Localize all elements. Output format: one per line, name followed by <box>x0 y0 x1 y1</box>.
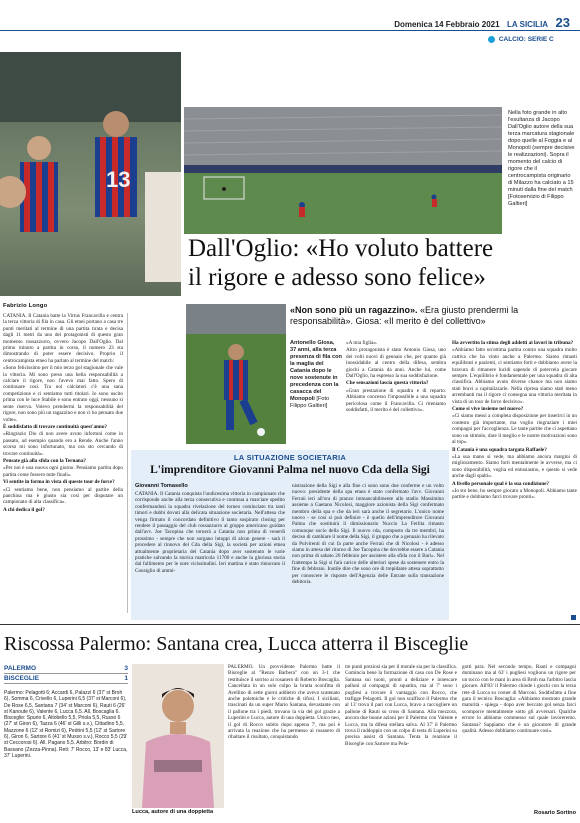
caption-credit: [Fotoservizio di Filippo Galtieri] <box>508 194 564 207</box>
col1-question-3: Vi sentite in forma in vista di queste tour de force? <box>3 479 115 486</box>
article-column-3 <box>346 340 446 446</box>
article-end-mark-icon <box>571 615 576 620</box>
main-byline: Fabrizio Longo <box>3 303 48 309</box>
secondary-column-2: tre punti preziosi sia per il morale sia per la classifica. Comincia bene la formazione di casa con De Rose e Santana sui tuoni, pronti a deliziare e innescare palloni al compagni di squadra, ma al 7' sono i pugliesi a trovare il vantaggio con Rocco, che trafigge Pelagotti. Il gol non scalfisce il Palermo che al 13' trova il pari con Lucca, bravo a raccogliere un pallone di Rauti su cross di Santana. Alla mezzora, ancora due buone azioni per il Palermo con Valente e Lucca, ma la difesa stellata salva. Al 37' il Palermo trova il raddoppio con un colpo di testa di Luperini su precisa assist di Santana. Tenta la reazione il Bisceglie con Sartore ma Pela- <box>345 664 457 747</box>
sidebar-column-2: nistrazione della Sigi e alla fine ci sono sono due conferme e un volto nuovo: presidente della spa etnea è stato confermato l'avv. Giovanni Ferraù ieri all'ora di pranzo immancabilmente allo stadio Massimino assieme a Gaetano Nicolosi, maggiore azionista della Sigi confermato membro della spa e che da ieri sarà anche il segretario. L'unico nome nuovo - se così si può definire - è quello dell'imprenditore Giovanni Palma che sostituirà il dimissionario Nuccio La Ferlita rimasto comunque socio della Sigi. Il nuovo cda, composto da tre membri, ha deciso di cambiare il nome della Sigi, il gruppo che a gennaio ha rilevato da Pulvirenti di cui fa parte anche Ferraù che di Nicolosi - è adesso siamo in attesa del ritorno di Joe Tacopina che dovrebbe essere a Catania non prima di sabato 20 febbraio per assistere alla sfida con il Bari». Nel frattempo la Sigi si farà carico delle ulteriori spese da sostenere entro la fine di febbraio. Inutile dire che sono ore di trepidante attesa soprattutto per conoscere le risposte dell'Agenzia delle Entrate sulla transazione debitoria. <box>292 483 444 586</box>
header-page-number: 23 <box>555 15 570 30</box>
giosa-photo <box>186 304 286 444</box>
lucca-photo-caption: Lucca, autore di una doppietta <box>132 809 214 815</box>
col3-p3: «Gran prestazione di squadra e di reparto. Abbiamo concesso l'impossibile a una squadra pericolosa come il Francavilla. Ci riteniamo soddisfatti, il merito è del collettivo». <box>346 387 446 414</box>
away-team: BISCEGLIE <box>4 675 40 682</box>
society-sidebar <box>131 450 449 620</box>
col4-question-3: Il Catania è una squadra targata Raffaele? <box>452 446 547 453</box>
giosa-caption-credit: [Foto Filippo Galtieri] <box>290 396 330 409</box>
article-column-4 <box>452 340 577 618</box>
col1-question-1: È soddisfatto di trovare continuità quest'anno? <box>3 423 108 430</box>
header-paper: LA SICILIA <box>507 20 549 29</box>
col1-p1: CATANIA. Il Catania batte la Virtus Francavilla e centra la terza vittoria di fila in casa. Gli etnei portano a casa tre punti meritati al termine di una partita tirata e decisa dagli 11 metri da uno dei protagonisti di questo gran momento rossazzurro, ovvero Jacopo Dall'Oglio. Dal primo minuto a partita in corso, il numero 23 sta dimostrando di poter essere decisivo. Proprio il centrocampista etneo ha parlato al termine del match: <box>3 313 123 364</box>
score-row-home <box>4 664 128 674</box>
section-label <box>488 36 578 48</box>
main-headline <box>188 234 576 298</box>
pull-quote <box>290 305 578 335</box>
secondary-column-3: gotti para. Nel secondo tempo, Rauti e compagni dominano ma al 63' i pugliesi vogliono un rigore per un tocco con le mani in area di Broh ma l'arbitro lascia giocare. All'83' il Palermo chiude i giochi con la terza rete di Lucca su corner di Marconi. Soddisfatto a fine gara il tecnico Boscaglia: «Abbiamo mostrato grande maturità - spiega - dopo aver beccato gol senza farci scomporre mentalmente sotto gli avversari. Qualche errore lo abbiamo commesso sul quale lavoreremo. Santana? Sappiamo che è un giocatore di grande qualità. Adesso dobbiamo continuare così». <box>462 664 576 735</box>
col1-p3: «Ringrazio Dio di non avere avuto infortuni come in passato, ad esempio quando ero a Rende. Anche l'anno scorso mi sono infortunato, ma ora sto cercando di trovare continuità». <box>3 431 123 457</box>
section-divider <box>0 624 580 625</box>
home-team: PALERMO <box>4 665 37 672</box>
players-illustration <box>0 52 181 296</box>
pull-quote-rest: «Era giusto prendermi la responsabilità». Giosa: «Il merito è del collettivo» <box>290 305 519 326</box>
lucca-photo <box>132 664 224 808</box>
col3-question-1: Che sensazioni lascia questa vittoria? <box>346 380 429 387</box>
col3-p1: «A mia figlia». <box>346 340 378 346</box>
secondary-headline: Riscossa Palermo: Santana crea, Lucca atterra il Bisceglie <box>4 633 469 655</box>
player-celebration-photo <box>0 52 181 296</box>
col1-p4: «Per noi è una nuova ogni giorno. Pensiamo partita dopo partita come fossero tutte finali». <box>3 465 123 478</box>
section-label-text: CALCIO: SERIE C <box>498 36 554 44</box>
top-photo-caption <box>508 110 576 234</box>
header-rule <box>0 30 580 31</box>
col1-p5: «Ci sentiamo bene, non pensiamo al partite della panchina ma è giusto sia così per disputare un campionato di alta classifica». <box>3 486 123 506</box>
caption-text: Nella foto grande in alto l'esultanza di Jacopo Dall'Oglio autore della sua terza marcatura stagionale dopo quelle al Foggia e al Monopoli (sempre decisive le realizzazioni). Sopra il momento del calcio di rigore che il centrocampista originario di Milazzo ha calciato a 15 minuti dalla fine del match <box>508 110 575 193</box>
col4-p2: «Ci siamo messi a completa disposizione per inserirci in un contesto già importante, ma voglio ringraziare i miei compagni per l'accoglienza. Le tante partite che ci aspettano sono un stimolo, dare il meglio e le nostre motivazioni sono al top». <box>452 413 577 446</box>
pull-quote-bold: «Non sono più un ragazzino». <box>290 305 418 315</box>
headline-line-1: Dall'Oglio: «Ho voluto battere <box>188 235 494 262</box>
scoreboard <box>4 664 128 688</box>
giosa-photo-caption <box>290 340 342 444</box>
article-column-1 <box>3 313 123 618</box>
sidebar-title: L'imprenditore Giovanni Palma nel nuovo Cda della Sigi <box>150 464 430 476</box>
secondary-column-1: PALERMO. Un provvidente Palermo batte il Bisceglie al "Renzo Barbera" con un 3-1 che restituisce il sorriso ai rosanero di Roberto Boscaglia. Cancellata in un solo colpo la brutta sconfitta di Avellino di sette giorni addietro che aveva scatenato anche polemiche e le critiche di tifosi. I siciliani, trascinati da un super Mario Santana, devastante con il pallone tra i piedi, trovano la via del gol grazie a Luperini e Lucca, autore di una doppietta. Unico neo, il gol di Rocco subito dopo appena 7', ma poi è arrivata la reazione che ha permesso ai rosanero di ribaltare il risultato, conquistando <box>228 664 340 741</box>
col4-question-4: A livello personale qual è la sua condizione? <box>452 480 549 487</box>
lineups: Palermo: Pelagotti 6; Accardi 6, Palazzi 6 (37' st Broh 6), Somma 6, Crivello 6, Luperini 6,5 (37' st Marconi 6), De Rose 6,5, Santana 7 (34' st Marconi 6), Rauti 6 (26' st Kanoute 6), Valente 6, Lucca 6,5. All. Boscaglia 6. Bisceglie: Spurio 6, Altobello 5,5, Priola 5,5, Russo 6 (27' st Giron 6), Tazza 6 (46' st Gilli s.v.), Cittadino 5,5, Mazzone 6 (12' st Romizi 6), Pedrini 5,5 (12' st Sartore 6), Giron 6, Sartore 6 (41' st Musso s.v.), Rocco 5,5 (29' st Ceccorosi 6). All. Pagano 5,5. Arbitro: Bordin di Bassano (Zezza-Pinna). Reti: 7' Rocco, 13' e 83' Lucca, 37' Luperini. <box>4 690 128 759</box>
stadium-illustration <box>184 107 502 234</box>
page-header <box>340 14 570 28</box>
col4-question-2: Come si vive insieme nel nuovo? <box>452 406 524 413</box>
sidebar-tag: LA SITUAZIONE SOCIETARIA <box>233 453 347 462</box>
giosa-caption-text: Antonello Giosa, 37 anni, alla terza presenza di fila con la maglia del Catania dopo le nove sostenute in precedenza con la casacca del Monopoli <box>290 340 342 402</box>
col4-p1: «Abbiamo fatto un'ottima partita contro una squadra molto cattiva che ha vinto anche a Palermo. Siamo rimasti equilibrati e pazienti, ci sentiamo forti e dobbiamo avere la bravura di rimanere lucidi sapendo di potercela giocare sempre. L'equilibrio è fondamentale per una squadra di alta classifica. Abbiamo avuto diverse chance ma non siamo stati bravi a capitalizzarle. Nella ripresa siamo stati meno arrembanti ma il rigore ci consegna una vittoria meritata in vista di un tour de force decisivo». <box>452 347 577 405</box>
col4-p3: «La sua mano si vede, ma abbiamo ancora margini di miglioramento. Siamo forti mentalmente le avverse, ma ci sono disponibilità, voglia ed entusiasmo, e questo si vede anche dagli spalti». <box>452 453 577 480</box>
column-divider <box>127 313 128 613</box>
col4-p4: «Io sto bene, ho sempre giocato a Monopoli. Abbiamo tante partite e dobbiamo farci trovare pronti». <box>452 487 577 501</box>
giosa-illustration <box>186 304 286 444</box>
home-goals: 3 <box>124 665 128 672</box>
section-bullet-icon <box>488 36 495 43</box>
stadium-penalty-photo <box>184 107 502 234</box>
header-date: Domenica 14 Febbraio 2021 <box>394 20 500 29</box>
col1-question-2: Pensate già alla sfida con la Ternana? <box>3 457 87 464</box>
col1-question-4: A chi dedica il gol? <box>3 506 45 513</box>
secondary-byline: Rosario Sortino <box>534 810 576 816</box>
sidebar-byline: Giovanni Tomasello <box>135 483 188 489</box>
lucca-illustration <box>132 664 224 808</box>
away-goals: 1 <box>124 675 128 682</box>
col1-p2: «Sono felicissimo per il mio terzo gol stagionale che vale la vittoria. Mi sono preso una bella responsabilità a calciare il rigore, non l'avevo mai fatto. Spero di continuare così. Tra noi calciatori c'è una sana competizione e ci sentiamo tutti titolari. Io sono uscito prima con le luce Stabile e sono entrato oggi, nessuno si sente riserva. Volevo prendermi la responsabilità del rigore, non sono più un ragazzino e non ci ho pensato due volte». <box>3 365 123 423</box>
sidebar-column-1: CATANIA. Il Catania conquista l'undicesima vittoria in campionato che corrisponde anche alla terza consecutiva e continua a marciare spedito confermandosi la squadra rivelazione del torneo cominciato tra tanti timori e dubbi dovuti alla delicata situazione societaria. Nell'attesa che venga firmato il concordato definitivo il tanto sospirato closing per rendere il passaggio del club rossazzurro al gruppo americano guidato dall'avv. Joe Tacopina che tornerà a Catania non prima di venerdì prossimo - sempre che non sorgano intoppi di alcun genere - sarà il procedere al rinnovo del Cda della Sigi, la società per azioni etnea attualmente proprietaria del Catania dopo aver sostenuto le varie pratiche salvando la storica matricola 11700 e anche la gloriosa storia dal fallimento per le note vicissitudini. Ieri mattina è stato rinnovato il Consiglio di ammi- <box>135 491 285 574</box>
col3-p2: Altro protagonista è stato Antonio Giosa, uno dei volti nuovi di gennaio che, per quanto già inossidabile al centro della difesa, sembra giochi a Catania da anni. Anche lui, come Dall'Oglio, ha espresso la sua soddisfazione. <box>346 347 446 380</box>
col4-question-1: Ha avvertito la stima degli addetti ai lavori in tribuna? <box>452 340 574 346</box>
score-row-away <box>4 674 128 684</box>
svg-text:13: 13 <box>106 167 131 192</box>
headline-line-2: il rigore e adesso sono felice» <box>188 264 486 291</box>
